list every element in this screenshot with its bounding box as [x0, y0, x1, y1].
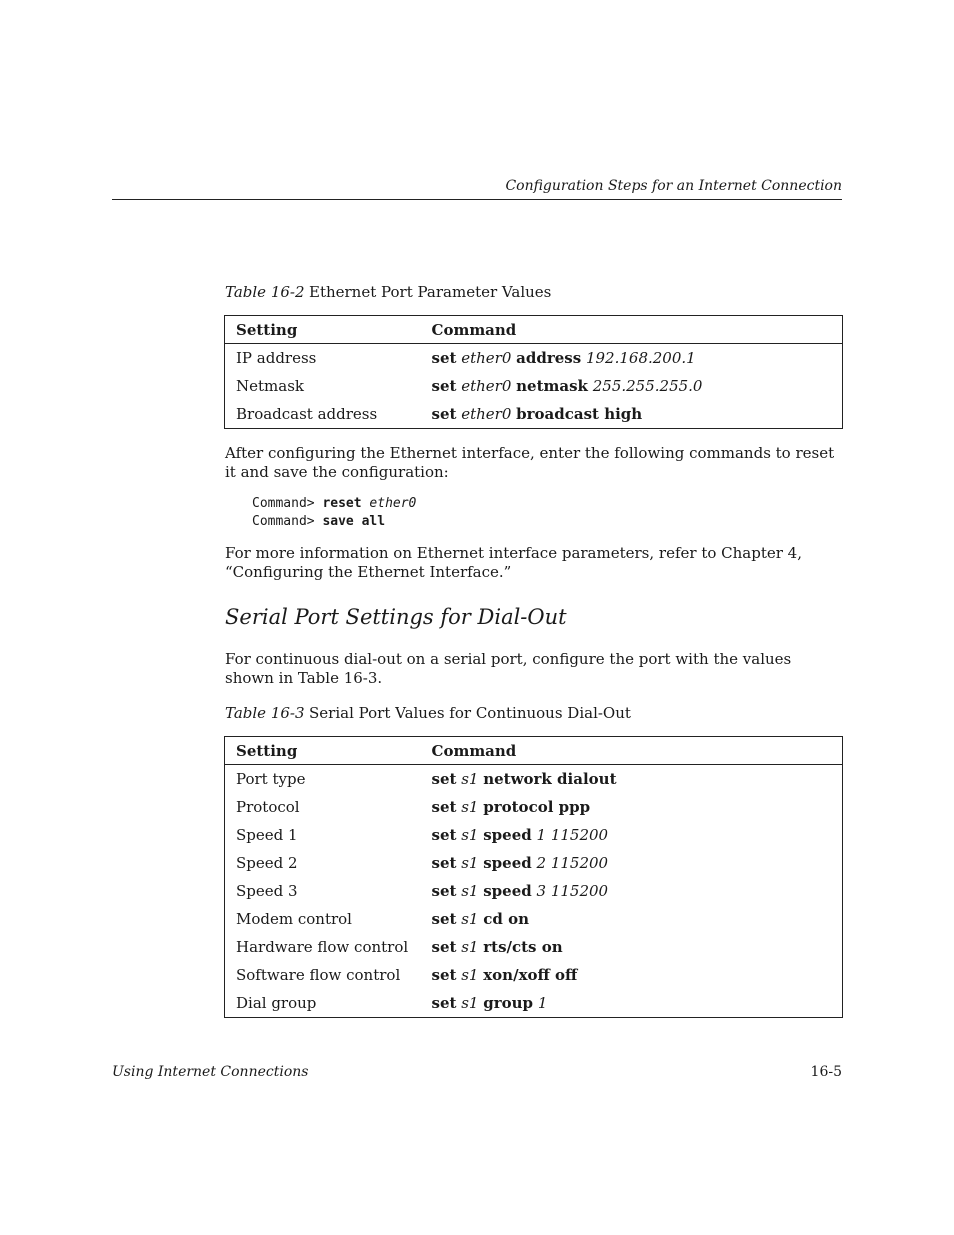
paragraph-reset-intro: After configuring the Ethernet interface, enter the following commands to reset it and save the configuration: [225, 444, 835, 481]
footer-book-title: Using Internet Connections [112, 1064, 309, 1080]
running-header: Configuration Steps for an Internet Connection [505, 178, 842, 194]
table-row [225, 933, 843, 961]
cmd-keyword: speed [483, 854, 532, 872]
ethernet-parameter-table [224, 315, 843, 429]
paragraph-serial-intro: For continuous dial-out on a serial port, configure the port with the values shown in Table 16-3. [225, 650, 792, 687]
command-cell [421, 372, 843, 400]
chapter-reference: “Configuring the Ethernet Interface.” [225, 563, 512, 581]
setting-cell: Speed 3 [236, 882, 298, 900]
setting-cell: IP address [236, 349, 317, 367]
table-row [225, 961, 843, 989]
table-row [225, 877, 843, 905]
table-row [225, 400, 843, 429]
col-header-command: Command [421, 316, 843, 344]
cmd-keyword: set [431, 349, 457, 367]
col-header-command: Command [421, 737, 843, 765]
cmd-keyword: set [431, 854, 457, 872]
setting-cell: Speed 1 [236, 826, 298, 844]
cmd-keyword: cd on [483, 910, 529, 928]
cmd-keyword: speed [483, 826, 532, 844]
cmd-value: 1 115200 [536, 826, 609, 844]
setting-cell: Speed 2 [236, 854, 298, 872]
cmd-arg: s1 [461, 882, 479, 900]
cmd-value: 3 115200 [536, 882, 609, 900]
cmd-arg: ether0 [461, 405, 512, 423]
table-row [225, 989, 843, 1018]
cmd-keyword: set [431, 938, 457, 956]
cmd-value: 2 115200 [536, 854, 609, 872]
table2-caption [225, 704, 631, 722]
cmd-value: 192.168.200.1 [585, 349, 696, 367]
cmd-keyword: xon/xoff off [483, 966, 578, 984]
cmd-keyword: group [483, 994, 534, 1012]
cmd-arg: ether0 [461, 377, 512, 395]
table-row [225, 849, 843, 877]
cmd-arg: s1 [461, 994, 479, 1012]
command-cell [421, 877, 843, 905]
command-cell [421, 400, 843, 429]
cmd-value: 255.255.255.0 [592, 377, 703, 395]
command-cell [421, 821, 843, 849]
cmd-keyword: set [431, 882, 457, 900]
cmd-keyword: set [431, 770, 457, 788]
table-row [225, 765, 843, 794]
code-block [252, 495, 416, 531]
cmd-keyword: set [431, 405, 457, 423]
cmd-arg: s1 [461, 854, 479, 872]
table1-caption [225, 283, 551, 301]
cmd-keyword: set [431, 377, 457, 395]
setting-cell: Software flow control [236, 966, 401, 984]
command-cell [421, 961, 843, 989]
cmd-keyword: set [431, 994, 457, 1012]
page-number: 16-5 [810, 1064, 842, 1080]
table-row [225, 344, 843, 373]
cmd-keyword: speed [483, 882, 532, 900]
cmd-keyword: netmask [516, 377, 588, 395]
command-cell [421, 765, 843, 794]
col-header-setting: Setting [225, 316, 421, 344]
header-rule [112, 199, 842, 200]
setting-cell: Hardware flow control [236, 938, 409, 956]
cmd-arg: s1 [461, 966, 479, 984]
table-row [225, 821, 843, 849]
table-row [225, 905, 843, 933]
code-prompt: Command> [252, 514, 315, 529]
cmd-keyword: set [431, 826, 457, 844]
command-cell [421, 933, 843, 961]
table-row [225, 793, 843, 821]
cmd-arg: s1 [461, 770, 479, 788]
setting-cell: Broadcast address [236, 405, 378, 423]
code-arg: ether0 [369, 496, 417, 511]
cmd-arg: s1 [461, 798, 479, 816]
command-cell [421, 793, 843, 821]
serial-port-table [224, 736, 843, 1018]
paragraph-more-info [225, 544, 843, 582]
command-cell [421, 849, 843, 877]
command-cell [421, 905, 843, 933]
setting-cell: Port type [236, 770, 306, 788]
setting-cell: Modem control [236, 910, 352, 928]
cmd-keyword: broadcast high [516, 405, 643, 423]
cmd-keyword: set [431, 966, 457, 984]
section-heading: Serial Port Settings for Dial-Out [225, 605, 567, 629]
table-row [225, 372, 843, 400]
cmd-keyword: protocol ppp [483, 798, 591, 816]
col-header-setting: Setting [225, 737, 421, 765]
code-command: save all [322, 514, 386, 529]
code-prompt: Command> [252, 496, 315, 511]
cmd-arg: s1 [461, 910, 479, 928]
cmd-keyword: set [431, 910, 457, 928]
cmd-arg: s1 [461, 938, 479, 956]
paragraph-line: For more information on Ethernet interface parameters, refer to Chapter 4, [225, 544, 802, 562]
command-cell [421, 989, 843, 1018]
table1-caption-number: Table 16-2 [225, 283, 305, 301]
table2-caption-number: Table 16-3 [225, 704, 305, 722]
setting-cell: Dial group [236, 994, 317, 1012]
table2-caption-title: Serial Port Values for Continuous Dial-Out [309, 704, 631, 722]
cmd-keyword: rts/cts on [483, 938, 563, 956]
cmd-keyword: address [516, 349, 582, 367]
code-command: reset [322, 496, 362, 511]
cmd-value: 1 [537, 994, 548, 1012]
command-cell [421, 344, 843, 373]
setting-cell: Protocol [236, 798, 300, 816]
cmd-arg: s1 [461, 826, 479, 844]
cmd-keyword: set [431, 798, 457, 816]
table1-caption-title: Ethernet Port Parameter Values [309, 283, 552, 301]
table-header-row [225, 737, 843, 765]
table-header-row [225, 316, 843, 344]
setting-cell: Netmask [236, 377, 304, 395]
cmd-arg: ether0 [461, 349, 512, 367]
cmd-keyword: network dialout [483, 770, 617, 788]
